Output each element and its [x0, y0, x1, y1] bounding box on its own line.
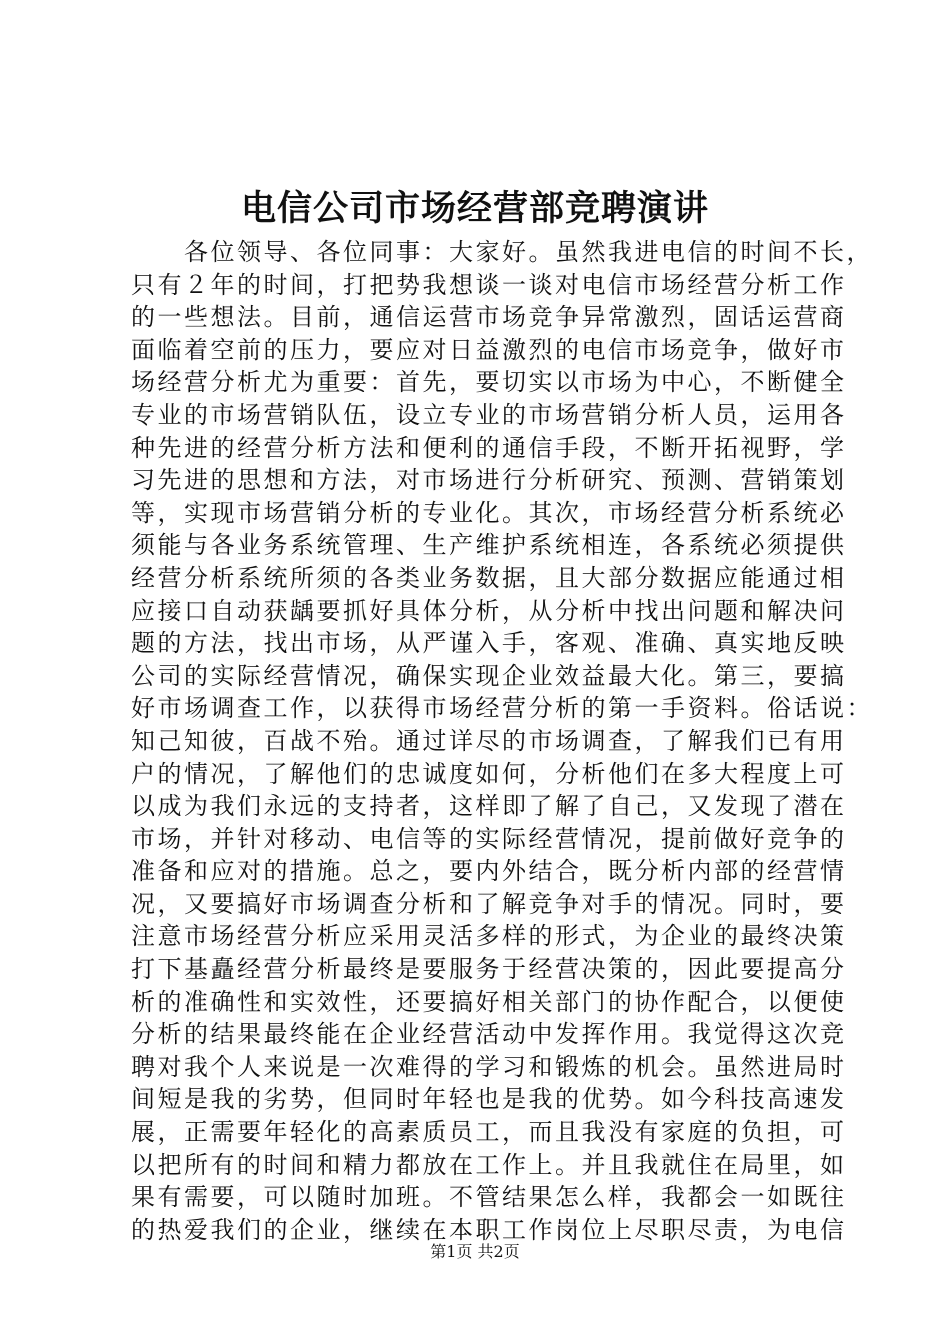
- body-line: 以把所有的时间和精力都放在工作上。并且我就住在局里，如: [131, 1150, 847, 1179]
- body-line: 应接口自动获龋要抓好具体分析，从分析中找出问题和解决问: [131, 596, 847, 625]
- body-line: 户的情况，了解他们的忠诚度如何，分析他们在多大程度上可: [131, 759, 847, 788]
- body-line: 种先进的经营分析方法和便利的通信手段，不断开拓视野，学: [131, 433, 847, 462]
- body-line: 知己知彼，百战不殆。通过详尽的市场调查，了解我们已有用: [131, 726, 847, 755]
- body-line: 等，实现市场营销分析的专业化。其次，市场经营分析系统必: [131, 498, 847, 527]
- body-line: 各位领导、各位同事：大家好。虽然我进电信的时间不长，: [131, 238, 873, 266]
- body-line: 须能与各业务系统管理、生产维护系统相连，各系统必须提供: [131, 531, 847, 560]
- body-line: 析的准确性和实效性，还要搞好相关部门的协作配合，以便使: [131, 987, 847, 1016]
- body-line: 公司的实际经营情况，确保实现企业效益最大化。第三，要搞: [131, 661, 847, 690]
- body-line: 习先进的思想和方法，对市场进行分析研究、预测、营销策划: [131, 466, 847, 495]
- body-line: 注意市场经营分析应采用灵活多样的形式，为企业的最终决策: [131, 922, 847, 951]
- body-line: 的热爱我们的企业，继续在本职工作岗位上尽职尽责，为电信: [131, 1215, 847, 1244]
- body-line: 题的方法，找出市场，从严谨入手，客观、准确、真实地反映: [131, 629, 847, 658]
- body-line: 经营分析系统所须的各类业务数据，且大部分数据应能通过相: [131, 563, 847, 592]
- body-line: 面临着空前的压力，要应对日益激烈的电信市场竞争，做好市: [131, 335, 847, 364]
- body-line: 分析的结果最终能在企业经营活动中发挥作用。我觉得这次竞: [131, 1020, 847, 1049]
- body-line: 间短是我的劣势，但同时年轻也是我的优势。如今科技高速发: [131, 1085, 847, 1114]
- body-line: 况，又要搞好市场调查分析和了解竞争对手的情况。同时，要: [131, 889, 847, 918]
- body-line: 市场，并针对移动、电信等的实际经营情况，提前做好竞争的: [131, 824, 847, 853]
- body-line: 只有２年的时间，打把势我想谈一谈对电信市场经营分析工作: [131, 270, 847, 299]
- body-line: 果有需要，可以随时加班。不管结果怎么样，我都会一如既往: [131, 1183, 847, 1212]
- body-line: 专业的市场营销队伍，设立专业的市场营销分析人员，运用各: [131, 400, 847, 429]
- document-title: 电信公司市场经营部竞聘演讲: [240, 188, 709, 229]
- body-line: 的一些想法。目前，通信运营市场竞争异常激烈，固话运营商: [131, 303, 847, 332]
- body-line: 聘对我个人来说是一次难得的学习和锻炼的机会。虽然进局时: [131, 1052, 847, 1081]
- page-indicator: 第1页 共2页: [430, 1242, 520, 1261]
- document-body: [131, 236, 873, 1246]
- body-line: 好市场调查工作，以获得市场经营分析的第一手资料。俗话说：: [131, 694, 873, 723]
- body-line: 展，正需要年轻化的高素质员工，而且我没有家庭的负担，可: [131, 1118, 847, 1147]
- body-line: 以成为我们永远的支持者，这样即了解了自己，又发现了潜在: [131, 792, 847, 821]
- body-line: 打下基矗经营分析最终是要服务于经营决策的，因此要提高分: [131, 955, 847, 984]
- body-line: 场经营分析尤为重要：首先，要切实以市场为中心，不断健全: [131, 368, 847, 397]
- body-line: 准备和应对的措施。总之，要内外结合，既分析内部的经营情: [131, 857, 847, 886]
